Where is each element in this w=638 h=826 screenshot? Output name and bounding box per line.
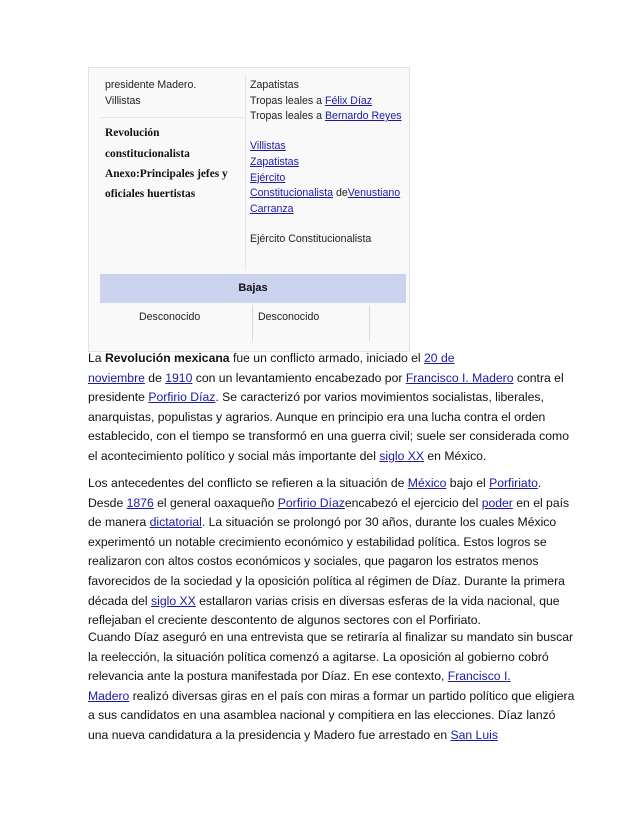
text: de — [144, 370, 166, 385]
text: encabezó el ejercicio del — [344, 495, 482, 510]
left-bold-line: constitucionalista — [105, 147, 190, 160]
text: La — [88, 351, 105, 365]
link-felix-diaz[interactable]: Félix Díaz — [324, 94, 373, 107]
right-line: Zapatistas — [250, 79, 299, 91]
paragraph-antecedentes — [88, 474, 570, 631]
text-line: reflejaban el creciente descontento de algunos sectores con el Porfiriato. — [88, 613, 481, 628]
link-san-luis[interactable]: San Luis — [450, 727, 498, 742]
right-line — [250, 186, 410, 202]
right-line — [250, 109, 410, 125]
text: fue un conflicto armado, iniciado el — [229, 351, 425, 365]
link-carranza[interactable]: Carranza — [250, 202, 294, 215]
text: Los antecedentes del conflicto se refieren a la situación de — [88, 476, 408, 490]
link-madero[interactable]: Madero — [88, 688, 130, 703]
text: el general oaxaqueño — [153, 495, 278, 510]
link-mexico[interactable]: México — [407, 476, 447, 490]
link-siglo-xx[interactable]: siglo XX — [151, 593, 196, 608]
paragraph-reeleccion — [88, 628, 575, 746]
text: estallaron varias crisis en diversas esferas de la vida nacional, que — [195, 593, 560, 608]
link-noviembre[interactable]: noviembre — [88, 370, 145, 385]
left-bold-line: Revolución — [105, 127, 160, 140]
link-siglo-xx[interactable]: siglo XX — [379, 448, 425, 463]
link-villistas[interactable]: Villistas — [250, 140, 286, 153]
paragraph-intro — [88, 349, 569, 467]
left-bold-line: Anexo:Principales jefes y — [105, 167, 228, 180]
text: . Se caracterizó por varios movimientos socialistas, liberales, — [215, 390, 544, 405]
bajas-header: Bajas — [100, 274, 406, 303]
infobox-left-column — [105, 78, 245, 204]
left-line: presidente Madero. — [105, 79, 197, 91]
text: realizó diversas giras en el país con miras a formar un partido político que eligiera — [129, 688, 575, 703]
right-line: Ejército Constitucionalista — [250, 232, 372, 245]
text: una nueva candidatura a la presidencia y Madero fue arrestado en — [88, 727, 451, 742]
link-1876[interactable]: 1876 — [126, 495, 154, 510]
link-1910[interactable]: 1910 — [165, 370, 193, 385]
text: . La situación se prolongó por 30 años, durante los cuales México — [201, 515, 557, 530]
text: presidente — [88, 390, 149, 405]
link-francisco-i[interactable]: Francisco I. — [447, 669, 511, 684]
text-line: anarquistas, populistas y agrarios. Aunque en principio era una lucha contra el orden — [88, 409, 546, 424]
right-line-text: Tropas leales a — [250, 94, 325, 107]
link-francisco-madero[interactable]: Francisco I. Madero — [405, 370, 514, 385]
link-bernardo-reyes[interactable]: Bernardo Reyes — [324, 110, 402, 123]
right-line-text: de — [333, 187, 348, 200]
text-line: favorecidos de la sociedad y la oposición política al régimen de Díaz. Durante la primera — [88, 573, 565, 588]
bajas-value-right: Desconocido — [258, 311, 320, 323]
text-line: a sus candidatos en una asamblea nacional y compitiera en las elecciones. Díaz lanzó — [88, 708, 556, 723]
left-line: Villistas — [105, 94, 141, 107]
text-line: establecido, con el tiempo se transformó en una guerra civil; suele ser considerada como — [88, 429, 569, 444]
bajas-value-left: Desconocido — [139, 311, 201, 323]
text: contra el — [513, 370, 564, 385]
link-zapatistas[interactable]: Zapatistas — [250, 155, 299, 168]
link-venustiano-carranza[interactable]: Venustiano — [347, 187, 401, 200]
text: en México. — [424, 448, 487, 463]
link-constitucionalista[interactable]: Constitucionalista — [250, 187, 334, 200]
text: en el país — [512, 495, 570, 510]
text: Desde — [88, 495, 127, 510]
text: bajo el — [446, 476, 490, 490]
right-line — [250, 94, 410, 110]
link-ejercito[interactable]: Ejército — [250, 171, 286, 184]
right-line-text: Tropas leales a — [250, 110, 325, 123]
text-line: realizaron con altos costos económicos y sociales, que pagaron los estratos menos — [88, 554, 539, 569]
text: . — [537, 476, 542, 490]
text: relevancia ante la postura manifestada por Díaz. En ese contexto, — [88, 669, 448, 684]
infobox-divider — [245, 75, 246, 270]
link-dictatorial[interactable]: dictatorial — [149, 515, 202, 530]
link-porfirio-diaz[interactable]: Porfirio Díaz — [277, 495, 345, 510]
text-line: Cuando Díaz aseguró en una entrevista que se retiraría al finalizar su mandato sin buscar — [88, 630, 574, 644]
text: con un levantamiento encabezado por — [192, 370, 406, 385]
text: década del — [88, 593, 152, 608]
link-porfirio-diaz[interactable]: Porfirio Díaz — [148, 390, 216, 405]
text: el acontecimiento político y social más importante del — [88, 448, 380, 463]
link-porfiriato[interactable]: Porfiriato — [489, 476, 538, 490]
text-line: la reelección, la situación política comenzó a agitarse. La oposición al gobierno cobró — [88, 649, 549, 664]
link-poder[interactable]: poder — [481, 495, 513, 510]
infobox-right-column — [250, 78, 410, 247]
term-revolucion-mexicana: Revolución mexicana — [104, 351, 230, 365]
text: de manera — [88, 515, 150, 530]
text-line: experimentó un notable crecimiento económico y estabilidad política. Estos logros se — [88, 534, 547, 549]
link-20-de-noviembre[interactable]: 20 de — [424, 351, 455, 365]
left-bold-line: oficiales huertistas — [105, 188, 196, 201]
